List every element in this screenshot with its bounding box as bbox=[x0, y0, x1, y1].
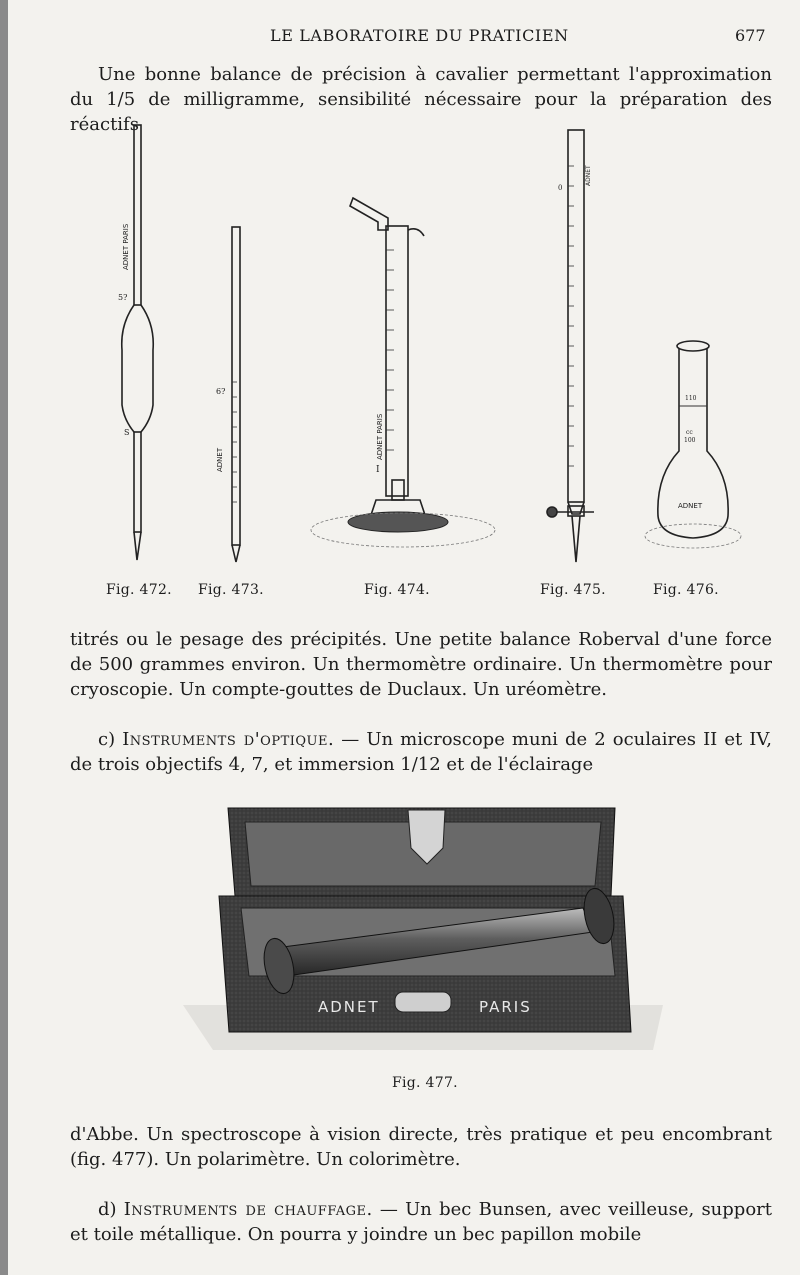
paragraph-heating bbox=[70, 1197, 772, 1247]
book-page bbox=[8, 0, 800, 1275]
fig472-engraving: ADNET PARIS bbox=[122, 223, 130, 270]
fig477-plate-left: ADNET bbox=[318, 998, 380, 1016]
fig473-engraving: ADNET bbox=[216, 447, 224, 472]
paragraph-spectroscope: d'Abbe. Un spectroscope à vision directe, très pratique et peu encombrant (fig. 477). Un polarimètre. Un colorimètre. bbox=[70, 1124, 772, 1170]
caption-fig-472: Fig. 472. bbox=[106, 582, 172, 598]
paragraph-balance: Une bonne balance de précision à cavalier permettant l'approximation du 1/5 de milligramme, sensibilité nécessaire pour la préparation des réactifs bbox=[70, 64, 772, 135]
fig476-mark-1: cc bbox=[686, 429, 693, 436]
caption-fig-474: Fig. 474. bbox=[364, 582, 430, 598]
optics-text: — Un microscope muni de 2 oculaires II et IV, de trois objectifs 4, 7, et immersion 1/12 et de l'éclairage bbox=[70, 729, 772, 775]
page-number: 677 bbox=[735, 26, 766, 45]
figure-475-burette bbox=[538, 126, 608, 566]
caption-fig-476: Fig. 476. bbox=[653, 582, 719, 598]
fig476-mark-3: 110 bbox=[685, 395, 697, 402]
figure-476-volumetric-flask bbox=[638, 336, 748, 556]
figure-472-pipette bbox=[108, 120, 168, 565]
heating-text: — Un bec Bunsen, avec veilleuse, support et toile métallique. On pourra y joindre un bec papillon mobile bbox=[70, 1199, 772, 1245]
figure-477-spectroscope-case bbox=[183, 800, 673, 1065]
caption-fig-477: Fig. 477. bbox=[392, 1075, 458, 1091]
fig476-mark-2: 100 bbox=[684, 437, 696, 444]
figure-474-tube-on-stand bbox=[308, 190, 508, 560]
paragraph-optics bbox=[70, 727, 772, 777]
section-heading-heating: Instruments de chauffage. bbox=[123, 1199, 373, 1220]
caption-fig-473: Fig. 473. bbox=[198, 582, 264, 598]
section-label-c: c) bbox=[98, 729, 116, 750]
figure-473-graduated-pipette bbox=[208, 222, 258, 567]
fig472-mark-2: S bbox=[124, 428, 130, 437]
fig475-mark: 0 bbox=[558, 184, 563, 192]
page-header bbox=[8, 26, 800, 50]
fig474-engraving: ADNET PARIS bbox=[376, 413, 384, 460]
section-label-d: d) bbox=[98, 1199, 117, 1220]
fig477-plate-right: PARIS bbox=[479, 998, 532, 1016]
paragraph-balances-thermometers: titrés ou le pesage des précipités. Une petite balance Roberval d'une force de 500 grammes environ. Un thermomètre ordinaire. Un thermomètre pour cryoscopie. Un compte-gouttes de Duclaux. Un uréomètre. bbox=[70, 629, 772, 700]
fig473-mark: 6? bbox=[216, 387, 226, 396]
fig472-mark-1: 5? bbox=[118, 293, 128, 302]
section-heading-optics: Instruments d'optique. bbox=[122, 729, 335, 750]
fig475-engraving: ADNET bbox=[585, 165, 592, 186]
running-title: LE LABORATOIRE DU PRATICIEN bbox=[270, 26, 569, 45]
fig476-engraving: ADNET bbox=[678, 502, 703, 510]
caption-fig-475: Fig. 475. bbox=[540, 582, 606, 598]
fig474-mark: I bbox=[376, 465, 380, 475]
